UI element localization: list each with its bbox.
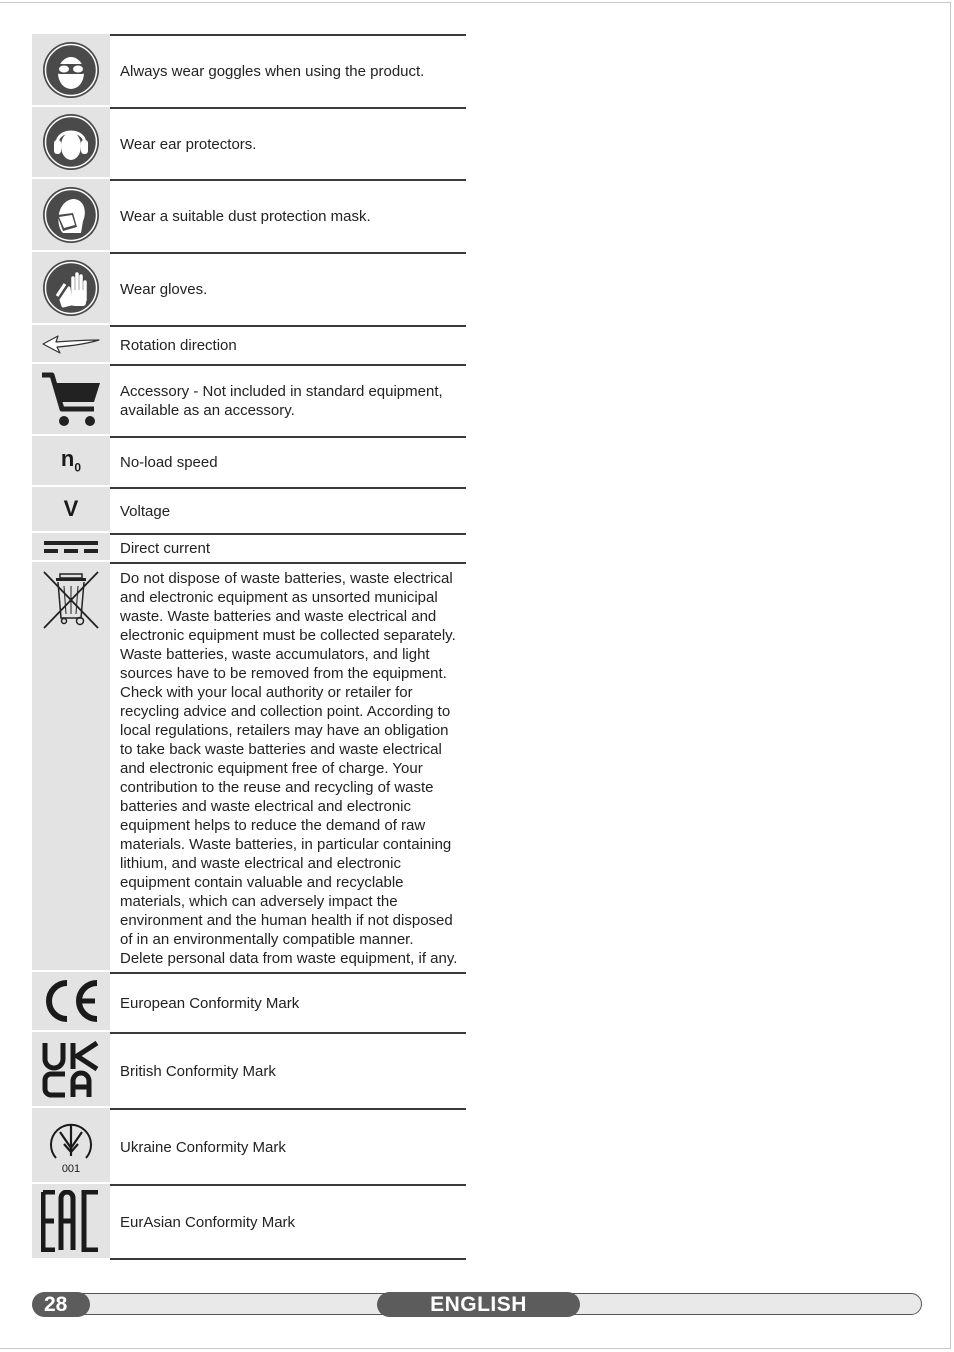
no-load-speed-symbol — [32, 436, 110, 487]
symbol-row — [32, 1184, 466, 1260]
page-number: 28 — [32, 1292, 90, 1317]
symbol-description: Wear gloves. — [120, 281, 208, 298]
symbol-row — [32, 972, 466, 1032]
symbol-description: British Conformity Mark — [120, 1062, 276, 1080]
symbol-description: Accessory - Not included in standard equipment, available as an accessory. — [120, 383, 443, 419]
symbol-row — [32, 436, 466, 487]
symbol-row — [32, 34, 466, 107]
symbol-row — [32, 364, 466, 436]
crossed-bin-icon — [32, 562, 110, 972]
symbol-description: Rotation direction — [120, 337, 237, 354]
symbol-description: Always wear goggles when using the product. — [120, 63, 425, 80]
goggles-icon — [32, 34, 110, 107]
symbol-description: European Conformity Mark — [120, 994, 300, 1012]
page-border — [0, 2, 950, 3]
dust-mask-icon — [32, 179, 110, 252]
ear-protectors-icon — [32, 107, 110, 179]
symbol-row — [32, 252, 466, 325]
page-footer — [32, 1292, 924, 1318]
symbol-row — [32, 179, 466, 252]
voltage-symbol — [32, 487, 110, 533]
symbol-description: Do not dispose of waste batteries, waste electrical and electronic equipment as unsorted municipal waste. Waste batteries and waste electrical and electronic equipment must be collected separately. Waste batteries, waste accumulators, and light sources have to be removed from the equipment. Check with your local authority or retailer for recycling advice and collection point. According to local regulations, retailers may have an obligation to take back waste batteries and waste electrical and electronic equipment free of charge. Your contribution to the reuse and recycling of waste batteries and waste electrical and electronic equipment helps to reduce the demand of raw materials. Waste batteries, in particular containing lithium, and waste electrical and electronic equipment contain valuable and recyclable materials, which can adversely impact the environment and the human health if not disposed of in an environmentally compatible manner. Delete personal data from waste equipment, if any. — [120, 570, 458, 967]
symbol-description: No-load speed — [120, 454, 218, 471]
rotation-arrow-icon — [32, 325, 110, 364]
symbol-row — [32, 487, 466, 533]
symbol-description: Ukraine Conformity Mark — [120, 1138, 286, 1156]
ukraine-mark-number: 001 — [61, 1163, 81, 1175]
symbol-description: Voltage — [120, 502, 171, 520]
symbol-description: EurAsian Conformity Mark — [120, 1213, 296, 1231]
symbol-row — [32, 1108, 466, 1184]
symbol-description: Direct current — [120, 540, 211, 557]
ce-mark-icon — [32, 972, 110, 1032]
no-load-speed-letter: n — [60, 446, 75, 472]
language-label: ENGLISH — [377, 1292, 580, 1317]
symbol-row — [32, 533, 466, 562]
eac-mark-icon — [32, 1184, 110, 1260]
gloves-icon — [32, 252, 110, 325]
page-border — [950, 2, 951, 1348]
page-border — [0, 1348, 951, 1349]
no-load-speed-subscript: 0 — [74, 460, 82, 475]
direct-current-icon — [32, 533, 110, 562]
symbol-description: Wear ear protectors. — [120, 135, 257, 153]
symbol-row — [32, 107, 466, 179]
ukca-mark-icon — [32, 1032, 110, 1108]
ukraine-mark-icon — [32, 1108, 110, 1184]
symbol-row — [32, 1032, 466, 1108]
shopping-cart-icon — [32, 364, 110, 436]
voltage-letter: V — [63, 496, 79, 521]
symbol-description: Wear a suitable dust protection mask. — [120, 208, 371, 225]
symbol-row — [32, 562, 466, 972]
symbol-row — [32, 325, 466, 364]
